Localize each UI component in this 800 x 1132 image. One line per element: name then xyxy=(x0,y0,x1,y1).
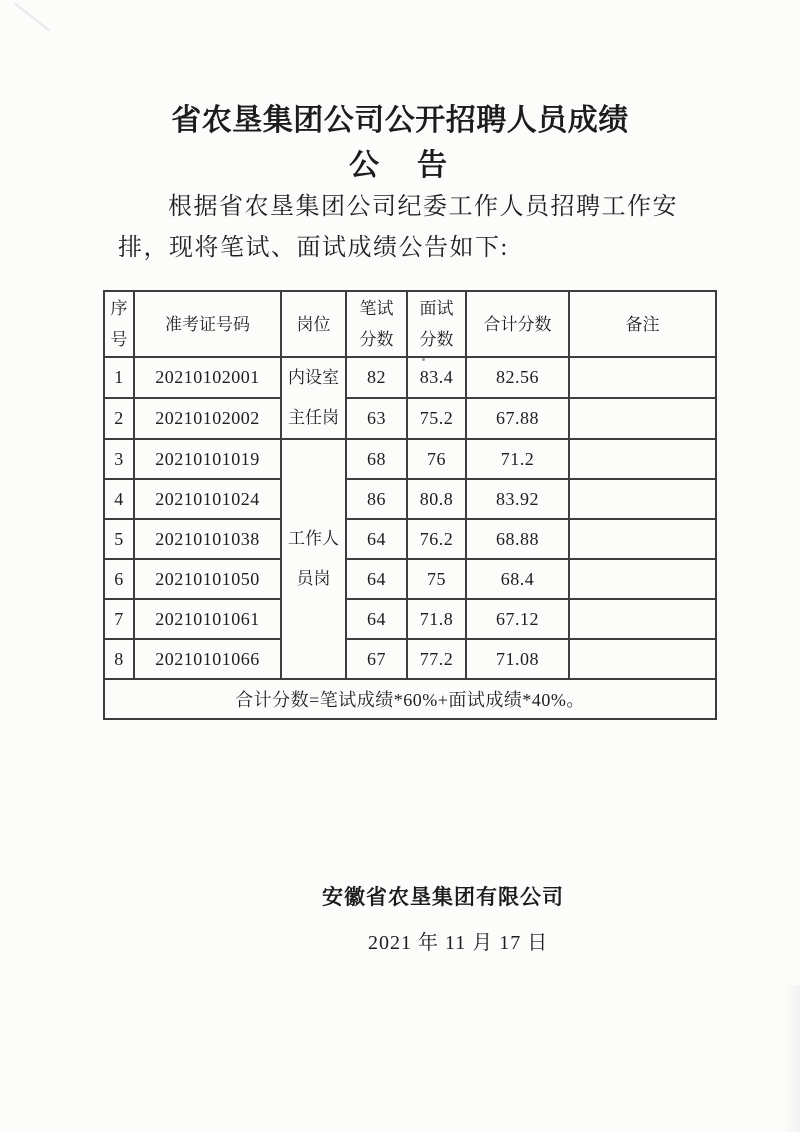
cell-remark xyxy=(569,439,716,479)
cell-interview-score: 75 xyxy=(407,559,466,599)
cell-written-score: 86 xyxy=(346,479,407,519)
cell-ticket: 20210102002 xyxy=(134,398,281,439)
notice-title: 省农垦集团公司公开招聘人员成绩 xyxy=(171,104,629,137)
cell-ticket: 20210101050 xyxy=(134,559,281,599)
cell-total-score: 82.56 xyxy=(466,357,569,398)
cell-ticket: 20210102001 xyxy=(134,357,281,398)
table-row xyxy=(104,639,716,679)
cell-no: 6 xyxy=(104,559,134,599)
col-header-no: 序号 xyxy=(104,291,134,357)
table-row xyxy=(104,398,716,439)
cell-position-group: 工作人员岗 xyxy=(281,439,346,679)
notice-body xyxy=(118,187,696,269)
cell-no: 8 xyxy=(104,639,134,679)
cell-interview-score: 71.8 xyxy=(407,599,466,639)
cell-written-score: 68 xyxy=(346,439,407,479)
col-header-remark: 备注 xyxy=(569,291,716,357)
table-row xyxy=(104,519,716,559)
cell-no: 3 xyxy=(104,439,134,479)
signature-date: 2021 年 11 月 17 日 xyxy=(368,932,549,954)
cell-no: 1 xyxy=(104,357,134,398)
cell-no: 5 xyxy=(104,519,134,559)
col-header-ticket: 准考证号码 xyxy=(134,291,281,357)
cell-position-group: 内设室主任岗 xyxy=(281,357,346,439)
body-line: 排，现将笔试、面试成绩公告如下: xyxy=(118,235,509,261)
cell-interview-score: 77.2 xyxy=(407,639,466,679)
table-header-row xyxy=(104,291,716,357)
cell-remark xyxy=(569,479,716,519)
cell-remark xyxy=(569,519,716,559)
col-header-written: 笔试分数 xyxy=(346,291,407,357)
cell-no: 4 xyxy=(104,479,134,519)
cell-remark xyxy=(569,398,716,439)
score-formula-note: 合计分数=笔试成绩*60%+面试成绩*40%。 xyxy=(104,679,716,719)
table-row xyxy=(104,479,716,519)
score-table xyxy=(103,290,717,720)
cell-written-score: 64 xyxy=(346,559,407,599)
cell-remark xyxy=(569,357,716,398)
col-header-position: 岗位 xyxy=(281,291,346,357)
notice-subtitle: 公 告 xyxy=(349,149,451,182)
cell-total-score: 68.88 xyxy=(466,519,569,559)
col-header-interview: 面试分数 xyxy=(407,291,466,357)
cell-written-score: 63 xyxy=(346,398,407,439)
cell-total-score: 67.12 xyxy=(466,599,569,639)
cell-total-score: 68.4 xyxy=(466,559,569,599)
cell-no: 7 xyxy=(104,599,134,639)
cell-ticket: 20210101061 xyxy=(134,599,281,639)
table-row xyxy=(104,559,716,599)
cell-written-score: 64 xyxy=(346,519,407,559)
table-footnote-row xyxy=(104,679,716,719)
cell-written-score: 64 xyxy=(346,599,407,639)
cell-no: 2 xyxy=(104,398,134,439)
cell-remark xyxy=(569,559,716,599)
cell-remark xyxy=(569,599,716,639)
cell-total-score: 83.92 xyxy=(466,479,569,519)
cell-ticket: 20210101024 xyxy=(134,479,281,519)
cell-interview-score: 75.2 xyxy=(407,398,466,439)
table-row xyxy=(104,357,716,398)
cell-written-score: 82 xyxy=(346,357,407,398)
cell-interview-score: 80.8 xyxy=(407,479,466,519)
scan-artifact xyxy=(784,985,800,1132)
cell-ticket: 20210101038 xyxy=(134,519,281,559)
scan-artifact xyxy=(14,3,50,32)
cell-written-score: 67 xyxy=(346,639,407,679)
cell-total-score: 71.08 xyxy=(466,639,569,679)
table-row xyxy=(104,599,716,639)
cell-total-score: 67.88 xyxy=(466,398,569,439)
cell-interview-score: 76 xyxy=(407,439,466,479)
signature-organization: 安徽省农垦集团有限公司 xyxy=(322,885,564,909)
cell-remark xyxy=(569,639,716,679)
cell-total-score: 71.2 xyxy=(466,439,569,479)
cell-interview-score: 83.4 xyxy=(407,357,466,398)
cell-interview-score: 76.2 xyxy=(407,519,466,559)
table-row xyxy=(104,439,716,479)
cell-ticket: 20210101019 xyxy=(134,439,281,479)
body-line: 根据省农垦集团公司纪委工作人员招聘工作安 xyxy=(168,194,678,220)
col-header-total: 合计分数 xyxy=(466,291,569,357)
cell-ticket: 20210101066 xyxy=(134,639,281,679)
